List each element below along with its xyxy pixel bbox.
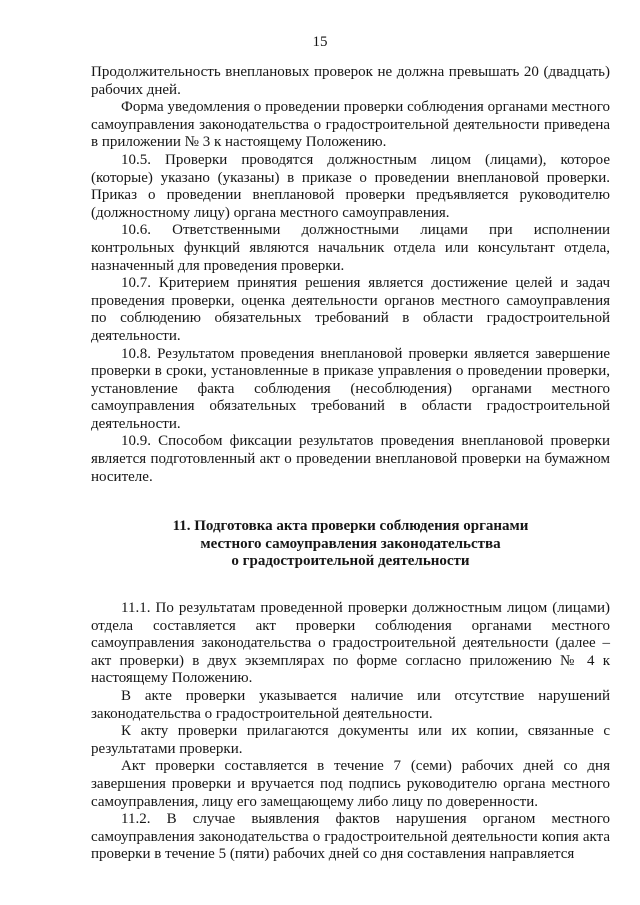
- paragraph: Акт проверки составляется в течение 7 (семи) рабочих дней со дня завершения проверки и вручается под подпись руководителю органа местного самоуправления, лицу его замещающему либо лицу по доверенности.: [91, 758, 610, 810]
- paragraph: 10.7. Критерием принятия решения является достижение целей и задач проведения проверки, оценка деятельности органов местного самоуправления по соблюдению обязательных требований в области градостроительной деятельности.: [91, 275, 610, 344]
- paragraph: 11.2. В случае выявления фактов нарушения органом местного самоуправления законодательства о градостроительной деятельности копия акта проверки в течение 5 (пяти) рабочих дней со дня составления направляется: [91, 811, 610, 863]
- section-heading-line: 11. Подготовка акта проверки соблюдения органами: [172, 518, 529, 535]
- paragraph: 11.1. По результатам проведенной проверки должностным лицом (лицами) отдела составляется акт проверки соблюдения органами местного самоуправления законодательства о градостроительной деятельности (далее – акт проверки) в двух экземплярах по форме согласно приложению № 4 к настоящему Положению.: [91, 600, 610, 687]
- paragraph: Продолжительность внеплановых проверок не должна превышать 20 (двадцать) рабочих дней.: [91, 64, 610, 98]
- section-heading-line: местного самоуправления законодательства: [200, 535, 501, 552]
- paragraph: 10.5. Проверки проводятся должностным лицом (лицами), которое (которые) указано (указаны) в приказе о проведении внеплановой проверки. Приказ о проведении внеплановой проверки предъявляется руководителю (должностному лицу) органа местного самоуправления.: [91, 151, 610, 221]
- paragraph: 10.8. Результатом проведения внеплановой проверки является завершение проверки в сроки, установленные в приказе управления о проведении проверки, установление факта соблюдения (несоблюдения) органами местного самоуправления обязательных требований в области градостроительной деятельности.: [91, 345, 610, 432]
- document-body: [91, 64, 610, 864]
- paragraph: Форма уведомления о проведении проверки соблюдения органами местного самоуправления законодательства о градостроительной деятельности приведена в приложении № 3 к настоящему Положению.: [91, 99, 610, 151]
- paragraph: К акту проверки прилагаются документы или их копии, связанные с результатами проверки.: [91, 723, 610, 757]
- section-heading: [91, 518, 610, 571]
- paragraph: 10.6. Ответственными должностными лицами при исполнении контрольных функций являются начальник отдела или консультант отдела, назначенный для проведения проверки.: [91, 222, 610, 274]
- page-number: 15: [312, 34, 328, 50]
- paragraph: В акте проверки указывается наличие или отсутствие нарушений законодательства о градостроительной деятельности.: [91, 688, 610, 722]
- section-heading-line: о градостроительной деятельности: [231, 553, 470, 570]
- paragraph: 10.9. Способом фиксации результатов проведения внеплановой проверки является подготовленный акт о проведении внеплановой проверки на бумажном носителе.: [91, 433, 610, 485]
